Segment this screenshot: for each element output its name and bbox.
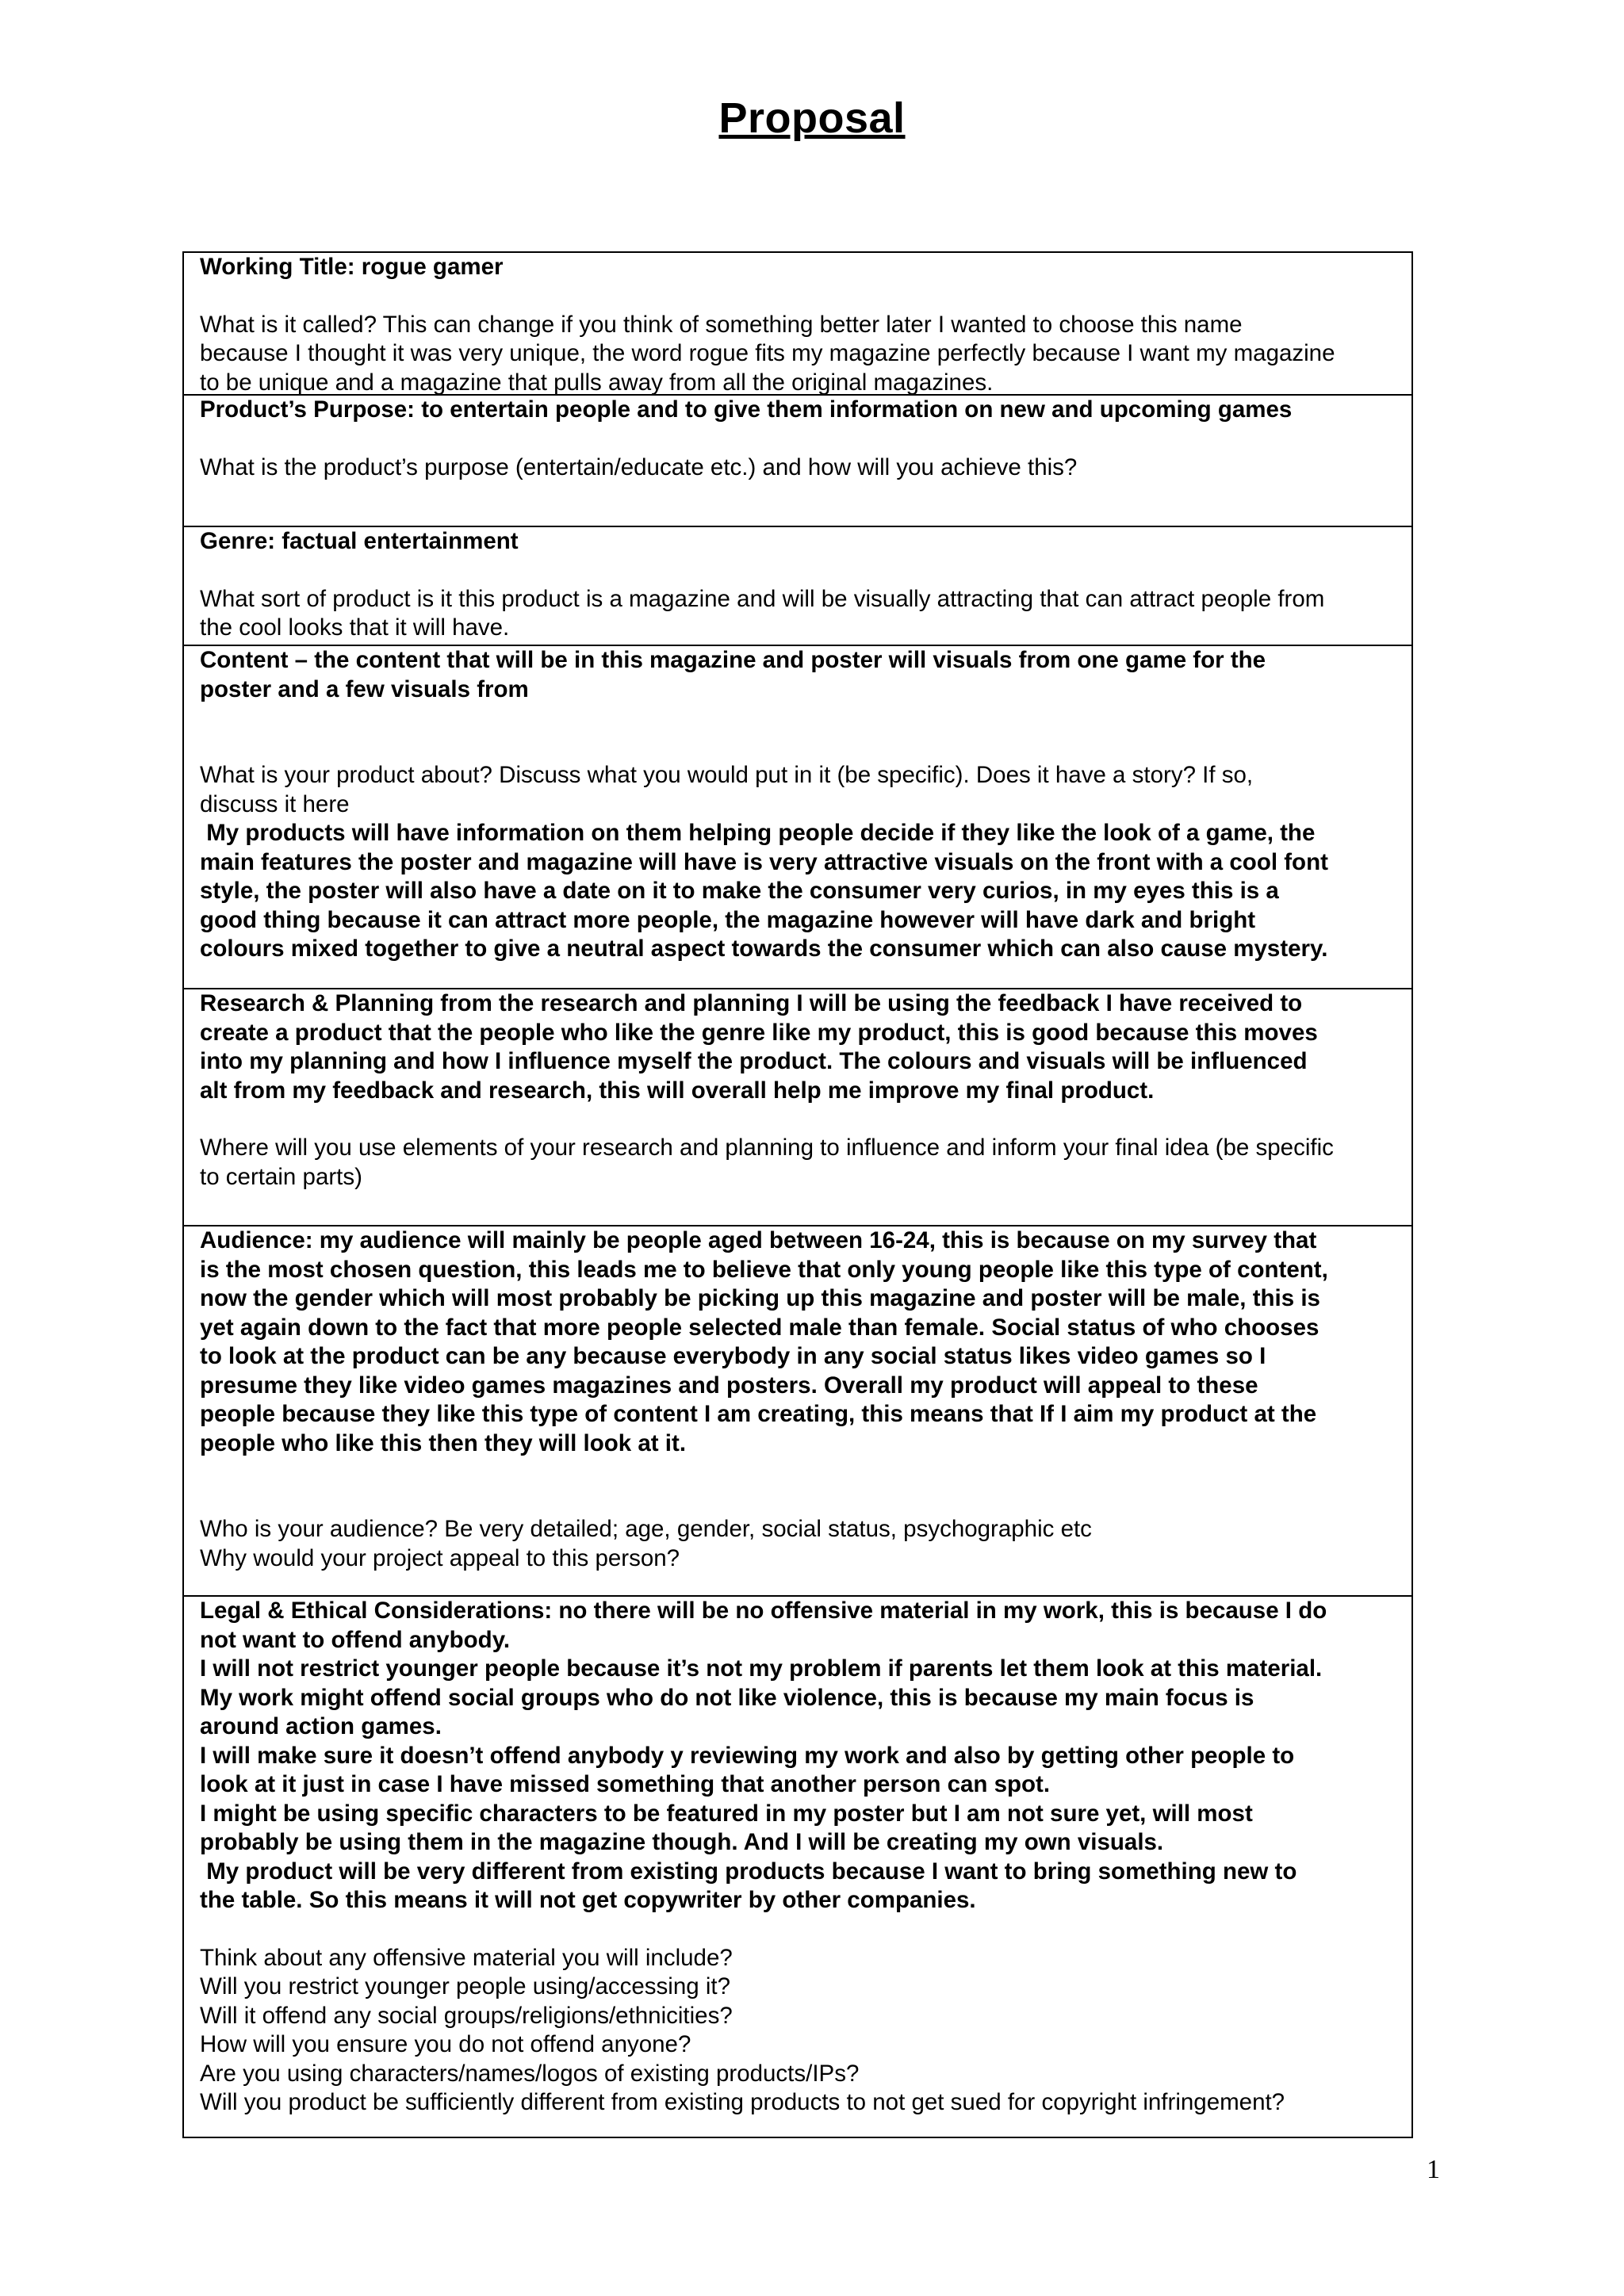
legal-prompt: Will you product be sufficiently different from existing products to not get sued for copyright infringement? — [200, 2089, 1285, 2115]
section-legal-ethical — [184, 1597, 1411, 2138]
legal-heading: not want to offend anybody. — [200, 1626, 511, 1653]
audience-heading: is the most chosen question, this leads me to believe that only young people like this type of content, — [200, 1256, 1328, 1283]
legal-prompt: Will you restrict younger people using/accessing it? — [200, 1973, 730, 1999]
legal-heading: probably be using them in the magazine though. And I will be creating my own visuals. — [200, 1829, 1164, 1855]
genre-heading: Genre: factual entertainment — [200, 528, 519, 554]
page-number: 1 — [1427, 2155, 1440, 2184]
research-heading: into my planning and how I influence myself the product. The colours and visuals will be influenced — [200, 1048, 1308, 1074]
audience-heading: yet again down to the fact that more people selected male than female. Social status of who chooses — [200, 1314, 1320, 1341]
purpose-prompt: What is the product’s purpose (entertain/educate etc.) and how will you achieve this? — [200, 453, 1078, 480]
audience-heading: people who like this then they will look at it. — [200, 1429, 687, 1456]
section-audience — [184, 1226, 1411, 1597]
legal-prompt: Are you using characters/names/logos of existing products/IPs? — [200, 2060, 860, 2087]
legal-heading: I will not restrict younger people because it’s not my problem if parents let them look at this material. — [200, 1655, 1323, 1682]
research-heading: alt from my feedback and research, this will overall help me improve my final product. — [200, 1077, 1155, 1104]
content-prompt: What is your product about? Discuss what you would put in it (be specific). Does it have a story? If so, — [200, 762, 1254, 788]
content-answer: main features the poster and magazine will have is very attractive visuals on the front with a cool font — [200, 848, 1328, 875]
genre-line: What sort of product is it this product is a magazine and will be visually attracting that can attract people from — [200, 585, 1325, 612]
audience-prompt: Who is your audience? Be very detailed; age, gender, social status, psychographic etc — [200, 1516, 1092, 1542]
research-heading: create a product that the people who like the genre like my product, this is good because this moves — [200, 1019, 1318, 1046]
legal-heading: the table. So this means it will not get copywriter by other companies. — [200, 1887, 976, 1913]
proposal-form — [182, 251, 1413, 2138]
research-prompt: to certain parts) — [200, 1163, 362, 1190]
legal-heading: My product will be very different from existing products because I want to bring something new to — [200, 1858, 1297, 1885]
section-research-planning — [184, 989, 1411, 1226]
working-title-heading: Working Title: rogue gamer — [200, 254, 504, 280]
purpose-heading: Product’s Purpose: to entertain people and to give them information on new and upcoming games — [200, 396, 1293, 423]
content-heading: Content – the content that will be in this magazine and poster will visuals from one game for the — [200, 647, 1266, 673]
working-title-line: What is it called? This can change if you think of something better later I wanted to choose this name — [200, 311, 1243, 338]
research-prompt: Where will you use elements of your research and planning to influence and inform your final idea (be specific — [200, 1135, 1334, 1161]
section-working-title — [184, 253, 1411, 396]
audience-prompt: Why would your project appeal to this person? — [200, 1544, 680, 1571]
page-title: Proposal — [718, 94, 906, 142]
audience-heading: now the gender which will most probably be picking up this magazine and poster will be male, this is — [200, 1285, 1320, 1311]
genre-line: the cool looks that it will have. — [200, 614, 510, 641]
section-content — [184, 646, 1411, 989]
content-answer: colours mixed together to give a neutral aspect towards the consumer which can also cause mystery. — [200, 936, 1328, 962]
section-genre — [184, 527, 1411, 646]
audience-heading: people because they like this type of content I am creating, this means that If I aim my product at the — [200, 1401, 1317, 1427]
content-prompt: discuss it here — [200, 790, 350, 817]
content-answer: My products will have information on them helping people decide if they like the look of a game, the — [200, 820, 1316, 846]
legal-heading: around action games. — [200, 1713, 442, 1739]
legal-prompt: Think about any offensive material you will include? — [200, 1944, 733, 1971]
legal-heading: Legal & Ethical Considerations: no there will be no offensive material in my work, this is because I do — [200, 1598, 1327, 1624]
research-heading: Research & Planning from the research and planning I will be using the feedback I have received to — [200, 990, 1303, 1016]
legal-heading: I will make sure it doesn’t offend anybody y reviewing my work and also by getting other people to — [200, 1742, 1295, 1769]
legal-prompt: How will you ensure you do not offend anyone? — [200, 2031, 691, 2057]
audience-heading: presume they like video games magazines and posters. Overall my product will appeal to these — [200, 1372, 1258, 1399]
legal-heading: I might be using specific characters to be featured in my poster but I am not sure yet, will most — [200, 1800, 1253, 1827]
audience-heading: Audience: my audience will mainly be people aged between 16-24, this is because on my survey that — [200, 1227, 1317, 1253]
working-title-line: to be unique and a magazine that pulls away from all the original magazines. — [200, 369, 994, 396]
content-answer: good thing because it can attract more people, the magazine however will have dark and bright — [200, 906, 1256, 933]
legal-heading: My work might offend social groups who do not like violence, this is because my main focus is — [200, 1684, 1254, 1711]
audience-heading: to look at the product can be any because everybody in any social status likes video games so I — [200, 1343, 1266, 1369]
section-purpose — [184, 396, 1411, 527]
working-title-line: because I thought it was very unique, the word rogue fits my magazine perfectly because I want my magazine — [200, 340, 1335, 366]
legal-prompt: Will it offend any social groups/religions/ethnicities? — [200, 2002, 733, 2029]
legal-heading: look at it just in case I have missed something that another person can spot. — [200, 1771, 1051, 1797]
content-heading: poster and a few visuals from — [200, 675, 529, 702]
content-answer: style, the poster will also have a date on it to make the consumer very curios, in my eyes this is a — [200, 878, 1279, 904]
